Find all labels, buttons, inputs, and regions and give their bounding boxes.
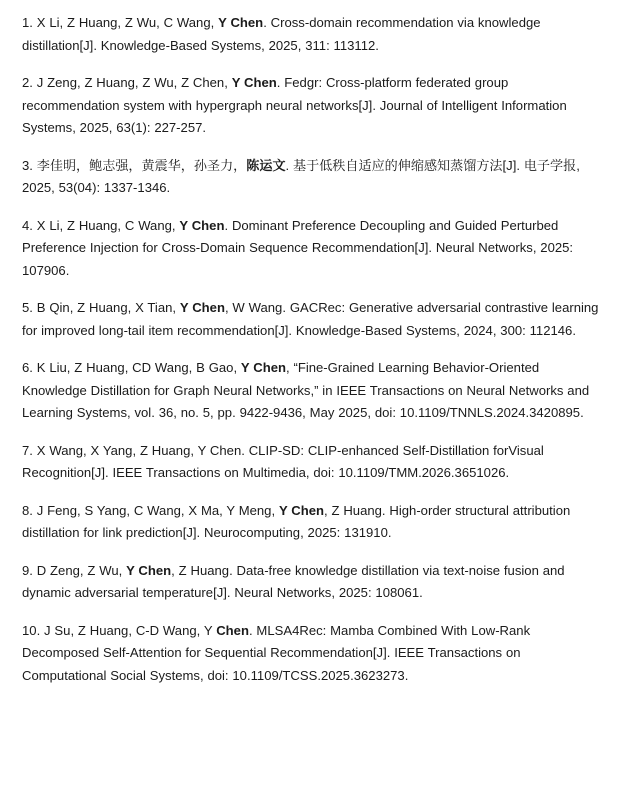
reference-item (22, 500, 607, 545)
reference-item (22, 215, 607, 283)
reference-text: X Li, Z Huang, C Wang, (32, 217, 180, 233)
reference-text: D Zeng, Z Wu, (32, 562, 127, 578)
reference-index: 3. (22, 157, 33, 173)
reference-author-highlight: 陈运文 (246, 157, 286, 173)
reference-text: 李佳明，鲍志强，黄震华，孙圣力， (32, 157, 247, 173)
reference-item (22, 297, 607, 342)
reference-index: 4. (22, 217, 33, 233)
reference-item (22, 357, 607, 425)
reference-author-highlight: Chen (216, 622, 249, 638)
reference-item (22, 620, 607, 688)
reference-list (22, 12, 607, 687)
reference-item (22, 440, 607, 485)
reference-text: , Z Huang. Data-free knowledge distillation via text-noise fusion and dynamic adversarial temperature[J]. Neural Networks, 2025: 108061. (22, 562, 565, 601)
reference-text: J Su, Z Huang, C-D Wang, Y (40, 622, 217, 638)
reference-text: . Fedgr: Cross-platform federated group recommendation system with hypergraph neural networks[J]. Journal of Intelligent Information Systems, 2025, 63(1): 227-257. (22, 75, 567, 136)
reference-index: 2. (22, 75, 33, 91)
reference-index: 9. (22, 562, 33, 578)
reference-author-highlight: Y Chen (240, 360, 286, 376)
reference-text: J Zeng, Z Huang, Z Wu, Z Chen, (32, 75, 232, 91)
reference-index: 10. (22, 622, 41, 638)
reference-text: J Feng, S Yang, C Wang, X Ma, Y Meng, (32, 502, 279, 518)
reference-text: . 基于低秩自适应的伸缩感知蒸馏方法[J]. 电子学报, 2025, 53(04): 1337-1346. (22, 157, 580, 196)
reference-text: . Cross-domain recommendation via knowledge distillation[J]. Knowledge-Based Systems, 2025, 311: 113112. (22, 15, 541, 53)
reference-author-highlight: Y Chen (126, 562, 172, 578)
reference-index: 5. (22, 300, 33, 316)
reference-author-highlight: Y Chen (231, 75, 277, 91)
reference-index: 6. (22, 360, 33, 376)
reference-index: 7. (22, 442, 33, 458)
reference-index: 8. (22, 502, 33, 518)
reference-text: K Liu, Z Huang, CD Wang, B Gao, (32, 360, 241, 376)
reference-index: 1. (22, 15, 33, 30)
reference-author-highlight: Y Chen (218, 15, 264, 30)
reference-text: . Dominant Preference Decoupling and Guided Perturbed Preference Injection for Cross-Domain Sequence Recommendation[J]. Neural Networks, 2025: 107906. (22, 217, 574, 278)
reference-text: . MLSA4Rec: Mamba Combined With Low-Rank Decomposed Self-Attention for Sequential Recommendation[J]. IEEE Transactions on Computational Social Systems, doi: 10.1109/TCSS.2025.3623273. (22, 622, 531, 683)
reference-item (22, 72, 607, 140)
reference-text: , “Fine-Grained Learning Behavior-Oriented Knowledge Distillation for Graph Neural Networks,” in IEEE Transactions on Neural Networks and Learning Systems, vol. 36, no. 5, pp. 9422-9436, May 2025, doi: 10.1109/TNNLS.2024.3420895. (22, 360, 590, 421)
reference-item (22, 12, 607, 57)
reference-item (22, 560, 607, 605)
reference-author-highlight: Y Chen (179, 217, 225, 233)
reference-text: , W Wang. GACRec: Generative adversarial contrastive learning for improved long-tail item recommendation[J]. Knowledge-Based Systems, 2024, 300: 112146. (22, 300, 599, 338)
reference-author-highlight: Y Chen (179, 300, 225, 316)
reference-text: , Z Huang. High-order structural attribution distillation for link prediction[J]. Neurocomputing, 2025: 131910. (22, 502, 571, 541)
reference-text: B Qin, Z Huang, X Tian, (32, 300, 180, 316)
reference-text: X Li, Z Huang, Z Wu, C Wang, (32, 15, 219, 30)
reference-text: X Wang, X Yang, Z Huang, Y Chen. CLIP-SD: CLIP-enhanced Self-Distillation forVisual Recognition[J]. IEEE Transactions on Multimedia, doi: 10.1109/TMM.2026.3651026. (22, 442, 544, 481)
reference-item (22, 155, 607, 200)
reference-author-highlight: Y Chen (278, 502, 325, 518)
